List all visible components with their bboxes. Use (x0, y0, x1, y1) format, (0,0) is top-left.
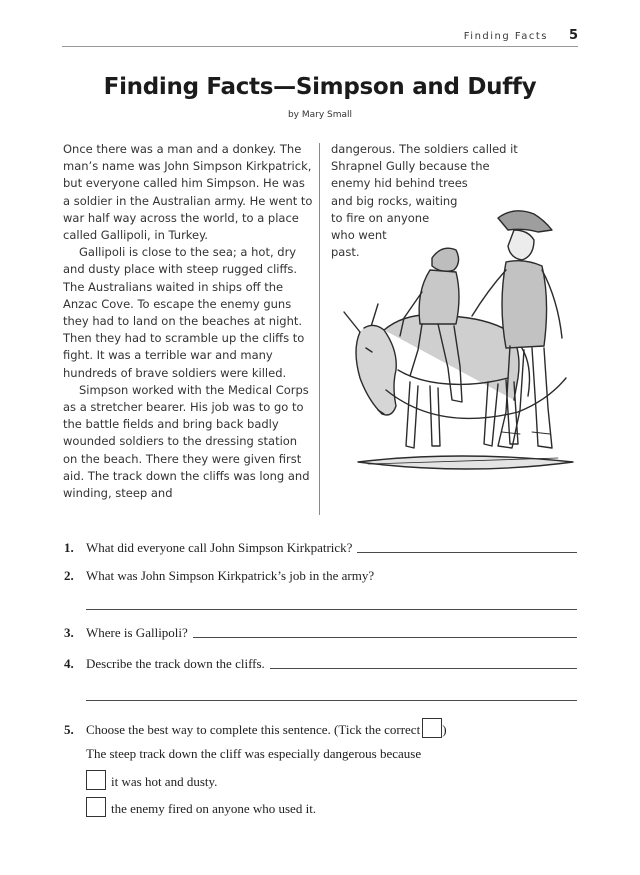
story-paragraph: Simpson worked with the Medical Corps as a stretcher bearer. His job was to go to the battle fields and bring back badly wounded soldiers to the dressing station on the beach. There they were given first aid. The track down the cliffs was long and winding, steep and (63, 382, 310, 501)
story-line: to fire on anyone (331, 210, 430, 225)
page-header (62, 28, 578, 47)
story-line: enemy hid behind trees (331, 176, 468, 191)
tick-box-sample (422, 718, 442, 738)
answer-line[interactable] (86, 700, 577, 701)
soldier-donkey-illustration (338, 200, 578, 480)
story-line: who went (331, 228, 387, 243)
worksheet-title: Finding Facts—Simpson and Duffy (103, 74, 537, 100)
question-5 (64, 718, 447, 738)
answer-line[interactable] (270, 667, 577, 669)
story-paragraph: Once there was a man and a donkey. The man’s name was John Simpson Kirkpatrick, but everyone called him Simpson. He was a soldier in the Australian army. He went to war half way across the world, to a place called Gallipoli, in Turkey. (63, 142, 313, 243)
story-left-column (63, 141, 313, 502)
page-number: 5 (568, 28, 578, 43)
question-5-stem: The steep track down the cliff was especially dangerous because (86, 746, 422, 761)
question-text-end: ) (442, 722, 447, 737)
question-text: Choose the best way to complete this sentence. (Tick the correct (86, 722, 421, 737)
story-line: Shrapnel Gully because the (331, 159, 490, 174)
question-text: What did everyone call John Simpson Kirkpatrick? (86, 540, 353, 555)
question-number: 2. (64, 568, 74, 583)
question-number: 4. (64, 656, 74, 671)
question-3 (64, 625, 577, 641)
question-text: Where is Gallipoli? (86, 625, 188, 640)
question-4 (64, 656, 577, 672)
option-2-checkbox[interactable] (86, 797, 106, 817)
story-paragraph: Gallipoli is close to the sea; a hot, dry and dusty place with steep rugged cliffs. The Australians waited in ships off the Anzac Cove. To escape the enemy guns they had to land on the beaches at night. Then they had to scramble up the cliffs to fight. It was a terrible war and many hundreds of brave soldiers were killed. (63, 245, 305, 380)
author-byline: by Mary Small (287, 110, 353, 120)
question-1 (64, 540, 577, 556)
question-text: Describe the track down the cliffs. (86, 656, 265, 671)
question-number: 5. (64, 722, 74, 737)
question-number: 1. (64, 540, 74, 555)
column-divider (319, 143, 320, 515)
option-1-checkbox[interactable] (86, 770, 106, 790)
answer-line[interactable] (357, 551, 577, 553)
question-text: What was John Simpson Kirkpatrick’s job in the army? (86, 568, 375, 583)
answer-line[interactable] (193, 636, 577, 638)
option-1-label: it was hot and dusty. (111, 774, 218, 789)
question-2 (64, 568, 577, 584)
option-2-label: the enemy fired on anyone who used it. (111, 801, 317, 816)
question-number: 3. (64, 625, 74, 640)
story-line: past. (331, 245, 360, 260)
running-title: Finding Facts (463, 31, 548, 42)
answer-line[interactable] (86, 609, 577, 610)
story-line: dangerous. The soldiers called it (331, 142, 518, 156)
story-line: and big rocks, waiting (331, 193, 458, 208)
